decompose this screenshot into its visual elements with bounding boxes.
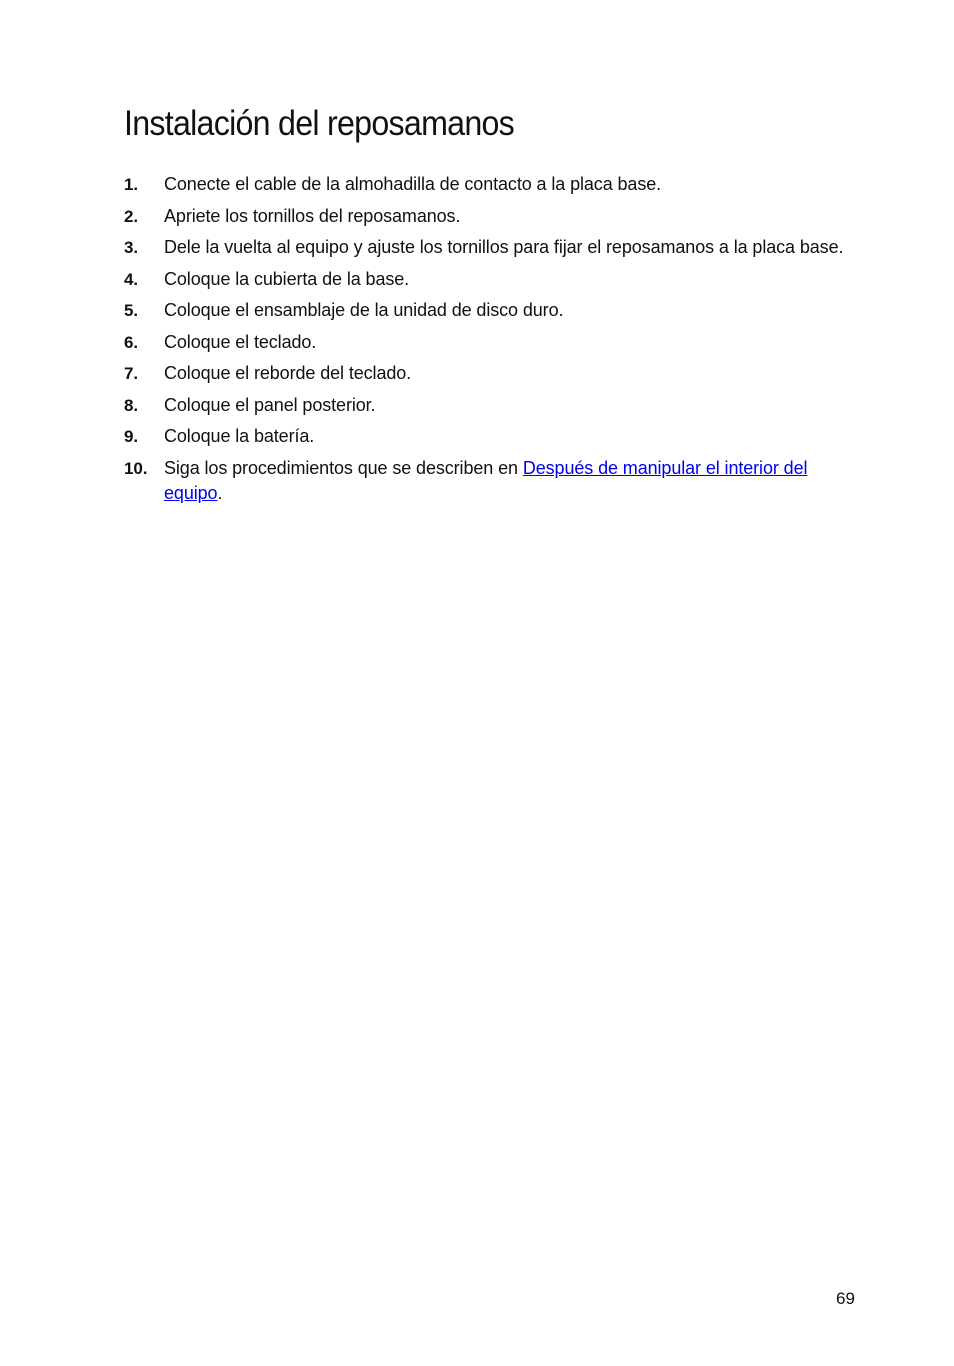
step-text: Coloque el reborde del teclado. [164,363,412,383]
step-text: Dele la vuelta al equipo y ajuste los tornillos para fijar el reposamanos a la placa base. [164,237,844,257]
page-number: 69 [836,1289,855,1308]
step-text: Conecte el cable de la almohadilla de contacto a la placa base. [164,174,662,194]
list-item [124,172,844,197]
step-number: 5. [124,301,138,320]
list-item [124,330,844,355]
page-title: Instalación del reposamanos [124,104,515,143]
step-number: 10. [124,458,148,478]
list-item [124,235,844,260]
step-text: Coloque la cubierta de la base. [164,268,410,289]
list-item [124,424,844,449]
list-item [124,267,844,292]
list-item [124,393,844,418]
step-text: Coloque el panel posterior. [164,394,376,415]
list-item [124,456,844,506]
step-text: Coloque el teclado. [164,331,317,352]
step-number: 4. [124,269,138,289]
step-number: 2. [124,206,138,226]
step-text: Coloque la batería. [164,426,315,446]
step-number: 9. [124,427,138,446]
steps-list [124,172,844,512]
step-text: Coloque el ensamblaje de la unidad de disco duro. [164,300,564,320]
list-item [124,298,844,323]
step-text [164,458,807,503]
after-working-inside-computer-link[interactable]: Después de manipular el interior del equipo [164,457,808,503]
step-number: 8. [124,395,138,415]
step-text-after: . [217,482,223,503]
step-number: 3. [124,238,138,257]
list-item [124,361,844,386]
step-number: 7. [124,364,138,383]
step-number: 1. [124,175,138,194]
step-text: Apriete los tornillos del reposamanos. [164,205,461,226]
list-item [124,204,844,229]
step-text-before: Siga los procedimientos que se describen en [164,457,523,478]
step-number: 6. [124,332,138,352]
